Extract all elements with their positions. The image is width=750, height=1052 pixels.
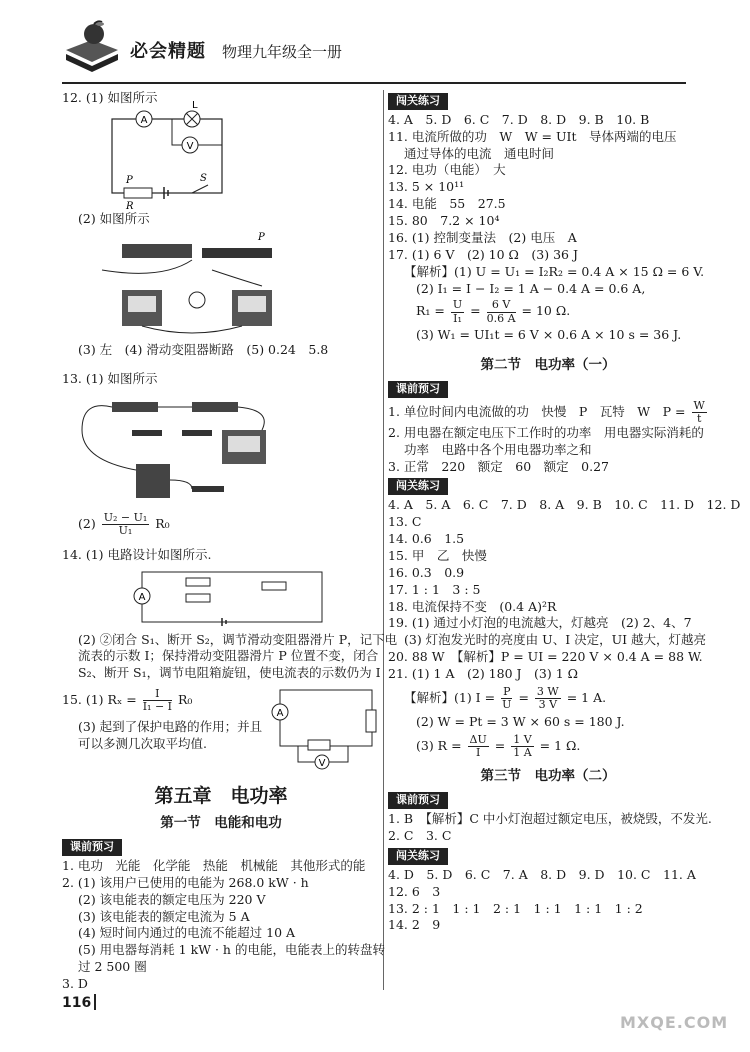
resistor-label: R <box>126 200 134 212</box>
page-number-bar <box>94 994 96 1010</box>
s2-answer-21-analysis-3: (3) R = $\frac{\Delta U}{I}$ = $\frac{1 V}{1 A}$ = 1 Ω. <box>416 732 581 760</box>
preview-item-2a: 2. (1) 该用户已使用的电能为 268.0 kW · h <box>62 874 309 890</box>
s2-answer-19a: 19. (1) 通过小灯泡的电流越大，灯越亮 (2) 2、4、7 <box>388 615 692 631</box>
tag-gate-practice-3: 闯关练习 <box>388 848 448 865</box>
circuit-diagram-15 <box>268 682 380 770</box>
header-rule <box>62 82 686 84</box>
column-divider <box>383 90 384 990</box>
section-title-2: 第二节 电功率（一） <box>480 356 616 373</box>
q14-part1: 14. (1) 电路设计如图所示. <box>62 546 212 562</box>
circuit-photo-13 <box>62 390 282 510</box>
answer-16: 16. (1) 控制变量法 (2) 电压 A <box>388 229 577 245</box>
tag-gate-practice: 闯关练习 <box>388 93 448 110</box>
svg-text:A: A <box>276 708 284 720</box>
lamp-label: L <box>192 99 198 111</box>
q15-part1: 15. (1) Rₓ = $\frac{I}{\text{I₁ − I}}$ R₀ <box>62 687 193 714</box>
q12-part3: (3) 左 (4) 滑动变阻器断路 (5) 0.24 5.8 <box>78 341 329 357</box>
switch-label: S <box>200 172 207 184</box>
preview-item-2d: (4) 短时间内通过的电流不能超过 10 A <box>78 925 296 941</box>
answer-15: 15. 80 7.2 × 10⁴ <box>388 213 500 229</box>
answer-17-analysis-2: (2) I₁ = I − I₂ = 1 A − 0.4 A = 0.6 A, <box>416 280 646 296</box>
answer-17-analysis-1: 【解析】(1) U = U₁ = I₂R₂ = 0.4 A × 15 Ω = 6 V. <box>404 263 705 279</box>
brand-title: 必会精题 <box>130 41 206 62</box>
s2-preview-3: 3. 正常 220 额定 60 额定 0.27 <box>388 458 609 474</box>
tag-preview-2: 课前预习 <box>388 381 448 398</box>
answer-11b: 通过导体的电流 通电时间 <box>404 145 555 161</box>
right-column <box>388 90 741 934</box>
s2-answer-16: 16. 0.3 0.9 <box>388 564 465 580</box>
s2-preview-1: 1. 单位时间内电流做的功 快慢 P 瓦特 W P = $\frac{W}{t}$ <box>388 398 705 425</box>
circuit-photo-12b <box>62 230 292 340</box>
tag-preview-3: 课前预习 <box>388 792 448 809</box>
s2-answer-17: 17. 1 : 1 3 : 5 <box>388 581 481 597</box>
s2-answer-18: 18. 电流保持不变 (0.4 A)²R <box>388 598 557 614</box>
svg-text:A: A <box>138 591 146 603</box>
answer-13: 13. 5 × 10¹¹ <box>388 179 465 195</box>
s3-answer-14: 14. 2 9 <box>388 917 441 933</box>
s2-answer-15: 15. 甲 乙 快慢 <box>388 547 487 563</box>
preview-item-2c: (3) 该电能表的额定电流为 5 A <box>78 908 250 924</box>
s2-answer-19b: (3) 灯泡发光时的亮度由 U、I 决定，UI 越大，灯越亮 <box>404 632 707 648</box>
s2-answer-21-analysis-1: 【解析】(1) I = $\frac{P}{U}$ = $\frac{3 W}{3 V}$ = 1 A. <box>404 684 607 711</box>
s2-answer-20: 20. 88 W 【解析】P = UI = 220 V × 0.4 A = 88 W. <box>388 649 703 665</box>
s2-preview-2a: 2. 用电器在额定电压下工作时的功率 用电器实际消耗的 <box>388 424 704 440</box>
q14-part2c: S₂、断开 S₁，调节电阻箱旋钮，使电流表的示数仍为 I <box>78 665 381 681</box>
preview-item-3: 3. D <box>62 976 88 992</box>
q15-block <box>62 688 380 776</box>
answer-4-10: 4. A 5. D 6. C 7. D 8. D 9. B 10. B <box>388 111 650 127</box>
q15-part3a: (3) 起到了保护电路的作用；并且 <box>78 719 263 735</box>
page-header <box>0 0 750 86</box>
svg-text:P: P <box>258 231 265 243</box>
s2-answer-13: 13. C <box>388 514 422 530</box>
q14-part2b: 流表的示数 I；保持滑动变阻器滑片 P 位置不变，闭合 <box>78 648 379 664</box>
left-column <box>62 90 398 993</box>
preview-item-1: 1. 电功 光能 化学能 热能 机械能 其他形式的能 <box>62 857 366 873</box>
q13-part2: (2) $\frac{\text{U₂ − U₁}}{\text{U₁}}$ R₀ <box>78 510 170 537</box>
watermark: MXQE.COM <box>620 1013 729 1032</box>
voltmeter-label: V <box>186 140 194 152</box>
book-subject: 物理九年级全一册 <box>222 43 343 61</box>
page-number: 116 <box>62 995 92 1011</box>
chapter-title: 第五章 电功率 <box>154 785 288 808</box>
answer-12: 12. 电功（电能） 大 <box>388 162 506 178</box>
section-title-3: 第三节 电功率（二） <box>480 768 616 785</box>
fraction: $\frac{\text{U₂ − U₁}}{\text{U₁}}$ <box>103 510 148 537</box>
s3-preview-2: 2. C 3. C <box>388 828 452 844</box>
preview-item-2e: (5) 用电器每消耗 1 kW · h 的电能，电能表上的转盘转 <box>78 942 385 958</box>
s3-preview-1: 1. B 【解析】C 中小灯泡超过额定电压，被烧毁，不发光. <box>388 811 712 827</box>
q14-part2a: (2) ②闭合 S₁、断开 S₂，调节滑动变阻器滑片 P，记下电 <box>78 631 398 647</box>
answer-11a: 11. 电流所做的功 W W = UIt 导体两端的电压 <box>388 128 677 144</box>
q15-part3b: 可以多测几次取平均值. <box>78 736 207 752</box>
s3-answer-13: 13. 2 : 1 1 : 1 2 : 1 1 : 1 1 : 1 1 : 2 <box>388 900 643 916</box>
s3-answer-12: 12. 6 3 <box>388 883 441 899</box>
preview-item-2f: 过 2 500 圈 <box>78 959 147 975</box>
s2-answer-21: 21. (1) 1 A (2) 180 J (3) 1 Ω <box>388 666 578 681</box>
answer-17-analysis-3: R₁ = $\frac{U}{\text{I₁}}$ = $\frac{6 V}{0.6 A}$ = 10 Ω. <box>416 298 571 325</box>
tag-preview: 课前预习 <box>62 839 122 856</box>
book-apple-logo-icon <box>62 20 122 72</box>
ammeter-label: A <box>140 114 148 126</box>
s2-answer-4-12: 4. A 5. A 6. C 7. D 8. A 9. B 10. C 11. D 12. D <box>388 497 741 513</box>
q12-part1: 12. (1) 如图所示 <box>62 90 158 105</box>
s2-preview-2b: 功率 电路中各个用电器功率之和 <box>404 441 592 457</box>
slider-label: P <box>126 174 133 186</box>
s2-answer-21-analysis-2: (2) W = Pt = 3 W × 60 s = 180 J. <box>416 714 625 730</box>
preview-item-2b: (2) 该电能表的额定电压为 220 V <box>78 891 266 907</box>
answer-14: 14. 电能 55 27.5 <box>388 196 506 212</box>
section-title-1: 第一节 电能和电功 <box>160 814 282 831</box>
circuit-diagram-14 <box>112 566 332 630</box>
answer-17-analysis-4: (3) W₁ = UI₁t = 6 V × 0.6 A × 10 s = 36 J. <box>416 326 682 342</box>
svg-text:V: V <box>318 758 326 770</box>
answer-17: 17. (1) 6 V (2) 10 Ω (3) 36 J <box>388 246 578 262</box>
circuit-diagram-12a <box>62 99 262 212</box>
q13-part1: 13. (1) 如图所示 <box>62 370 158 386</box>
s2-answer-14: 14. 0.6 1.5 <box>388 531 465 546</box>
s3-answer-4-11: 4. D 5. D 6. C 7. A 8. D 9. D 10. C 11. A <box>388 866 696 882</box>
tag-gate-practice-2: 闯关练习 <box>388 478 448 495</box>
q12-part2: (2) 如图所示 <box>78 210 150 226</box>
